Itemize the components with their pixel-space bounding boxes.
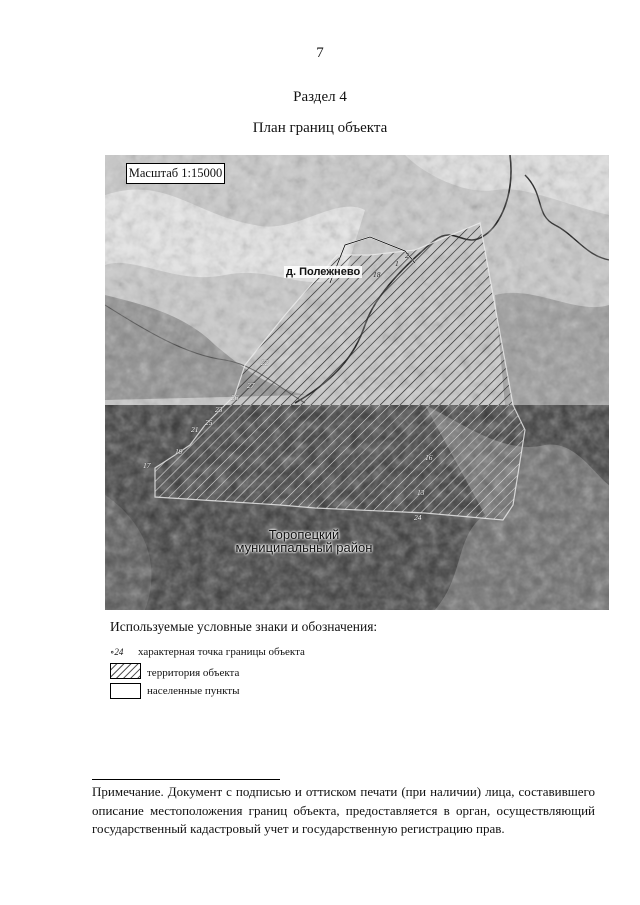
footnote-divider — [92, 779, 280, 780]
boundary-point-label: 22 — [261, 358, 269, 367]
legend-item-territory — [110, 663, 239, 682]
boundary-point-icon: ∘24 — [110, 646, 124, 657]
legend-territory-label: территория объекта — [147, 666, 240, 679]
boundary-point-label: 1 — [395, 259, 399, 268]
boundary-point-label: 18 — [373, 270, 381, 279]
boundary-point-label: 25 — [205, 418, 213, 427]
hatched-area-icon — [110, 663, 141, 682]
legend-item-point — [110, 646, 305, 658]
boundary-point-label: 13 — [417, 488, 425, 497]
district-label-line1: Торопецкий — [268, 527, 340, 542]
boundary-point-label: 16 — [425, 453, 433, 462]
district-label-line2: муниципальный район — [235, 540, 373, 555]
village-label: д. Полежнево — [286, 266, 361, 278]
page-number: 7 — [316, 45, 324, 61]
boundary-point-label: 17 — [143, 461, 151, 470]
legend-point-label: характерная точка границы объекта — [138, 646, 305, 658]
boundary-point-label: 24 — [414, 513, 422, 522]
footnote: Примечание. Документ с подписью и оттиском печати (при наличии) лица, составившего описание местоположения границ объекта, предоставляется в орган, осуществляющий государственный кадастровый учет и государственную регистрацию прав. — [92, 784, 595, 836]
settlement-outline-icon — [110, 683, 141, 699]
boundary-point-label: 27 — [247, 381, 255, 390]
boundary-point-label: 26 — [231, 393, 239, 402]
legend-settlement-label: населенные пункты — [147, 685, 240, 697]
boundary-point-label: 2 — [405, 251, 409, 260]
map-scale-label: Масштаб 1:15000 — [126, 163, 225, 184]
legend-title: Используемые условные знаки и обозначения: — [110, 619, 378, 634]
boundary-point-label: 23 — [215, 405, 223, 414]
district-label — [224, 528, 384, 554]
legend-item-settlement — [110, 683, 240, 699]
boundary-point-label: 19 — [175, 447, 183, 456]
boundary-point-label: 21 — [191, 425, 199, 434]
section-title: Раздел 4 — [293, 89, 347, 105]
plan-title: План границ объекта — [252, 120, 388, 136]
